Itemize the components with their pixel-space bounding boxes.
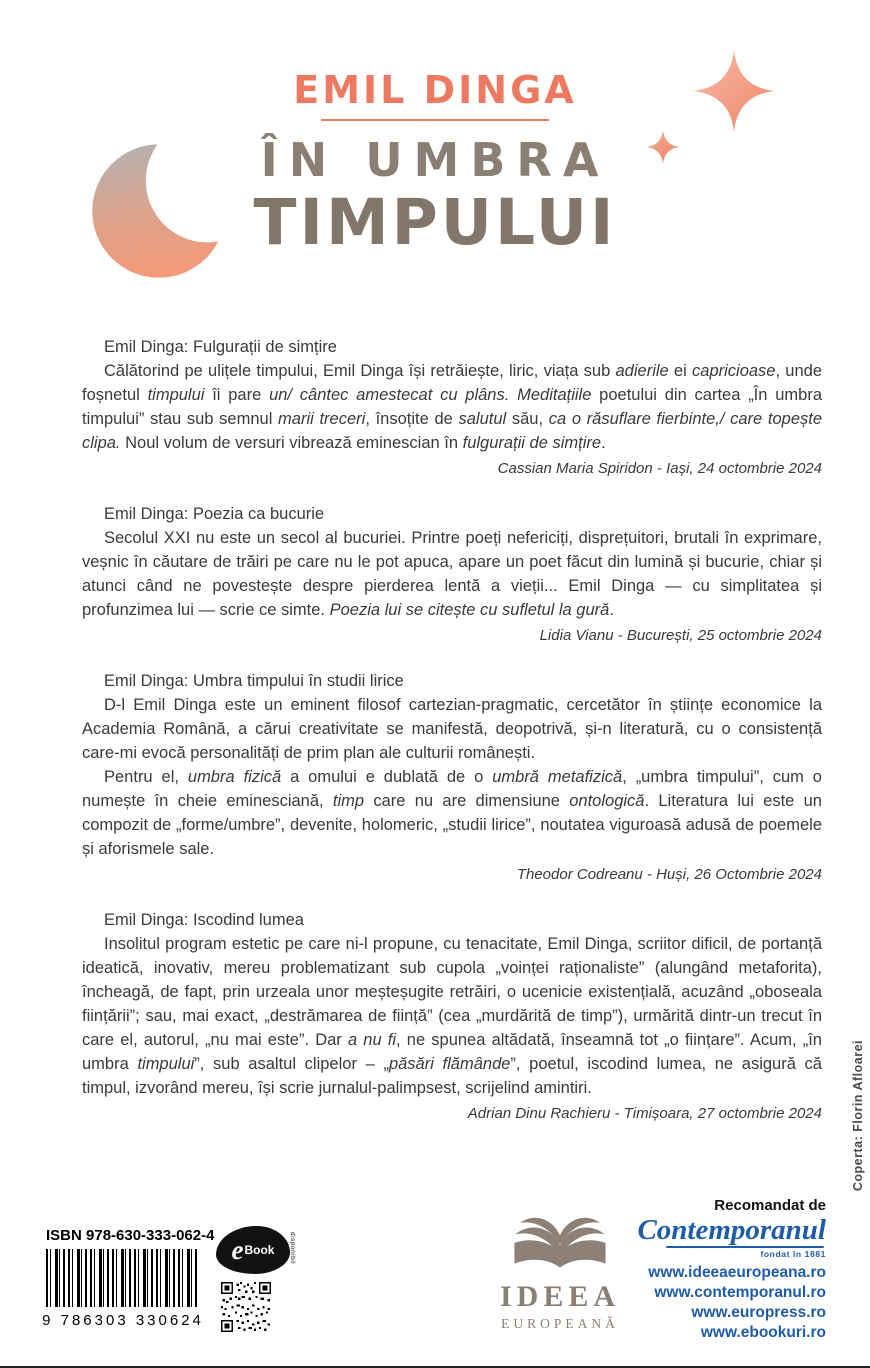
url-list — [576, 1263, 826, 1343]
review-paragraph: Pentru el, umbra fizică a omului e dublată de o umbră metafizică, „umbra timpului”, cum o numește în cheie eminesciană, timp care nu are dimensiune ontologică. Literatura lui este un compozit de „forme/umbre”, devenite, holomeric, „studii lirice”, noutatea viguroasă adusă de poemele și aforismele sale. — [82, 768, 822, 858]
contemporanul-founded-label: fondat în 1881 — [760, 1249, 826, 1260]
book-title-line2: TIMPULUI — [253, 186, 617, 259]
url-ebookuri[interactable]: www.ebookuri.ro — [700, 1324, 826, 1342]
recommended-block — [576, 1197, 826, 1343]
review-heading: Emil Dinga: Fulgurații de simțire — [104, 338, 337, 356]
recommended-label: Recomandat de — [714, 1197, 826, 1214]
review-heading: Emil Dinga: Poezia ca bucurie — [104, 505, 325, 523]
barcode-digits: 9 786303 330624 — [42, 1312, 204, 1329]
review-heading: Emil Dinga: Iscodind lumea — [104, 911, 304, 929]
cover-designer-credit: Coperta: Florin Afloarei — [851, 1040, 865, 1192]
review-paragraph: Călătorind pe ulițele timpului, Emil Dinga își retrăiește, liric, viața sub adierile ei capricioase, unde foșnetul timpului îi pare un/ cântec amestecat cu plâns. Meditațiile poetului din cartea „În umbra timpului” stau sub semnul marii treceri, însoțite de salutul său, ca o răsuflare fierbinte,/ care topește clipa. Noul volum de versuri vibrează eminescian în fulgurații de simțire. — [82, 362, 823, 452]
publisher-name-sub: EUROPEANĂ — [501, 1316, 619, 1331]
ebook-badge-book: Book — [244, 1243, 275, 1257]
ebook-badge-sub: disponibil — [289, 1232, 296, 1265]
author-underline — [321, 119, 549, 121]
qr-code — [221, 1282, 271, 1332]
review-attribution: Cassian Maria Spiridon - Iași, 24 octombrie 2024 — [497, 460, 822, 477]
url-europress[interactable]: www.europress.ro — [691, 1304, 826, 1322]
contemporanul-underline — [666, 1246, 824, 1248]
review-section-poezia — [82, 502, 822, 648]
review-attribution: Lidia Vianu - București, 25 octombrie 2024 — [539, 627, 822, 644]
review-paragraph: Insolitul program estetic pe care ni-l propune, cu tenacitate, Emil Dinga, scriitor dificil, de portanță ideatică, inovativ, mereu problematizant sub cupola „voinței raționaliste” (alungând metaforita), încheagă, de fapt, prin urzeala unor meșteșugite retrăiri, o ucenicie existențială, acuzând „oboseala ființării”; sau, mai exact, „destrămarea de ființă” (cea „murdărită de timp”), urmărită dintr-un trecut în care el, autorul, „nu mai este”. Dar a nu fi, ne spunea altădată, înseamnă tot „o ființare”. Acum, „în umbra timpului”, sub asaltul clipelor – „păsări flămânde”, poetul, iscodind lumea, ne asigură că timpul, izvorând mereu, își scrie jurnalul-palimpsest, scrijelind amintiri. — [82, 935, 822, 1097]
review-section-iscodind — [82, 908, 822, 1126]
ebook-badge-e: e — [231, 1234, 244, 1265]
review-paragraph: D-l Emil Dinga este un eminent filosof cartezian-pragmatic, cercetător în științe economice la Academia Română, a cărui creativitate se manifestă, deopotrivă, și-n literatură, cu o consistență care-mi evocă personalități de prim plan ale culturii românești. — [82, 696, 822, 762]
reviews-block — [82, 335, 822, 1147]
contemporanul-logo: Contemporanul — [637, 1214, 826, 1246]
review-attribution: Theodor Codreanu - Huși, 26 Octombrie 2024 — [516, 866, 822, 883]
url-ideeaeuropeana[interactable]: www.ideeaeuropeana.ro — [648, 1264, 826, 1282]
ebook-available-badge — [216, 1226, 296, 1274]
publisher-name: IDEEA — [499, 1280, 621, 1313]
review-paragraph: Secolul XXI nu este un secol al bucuriei. Printre poeți nefericiți, disprețuitori, brutali în exprimare, veșnic în căutare de trăiri pe care nu le pot apuca, apare un poet făcut din lumină și bucurie, chiar și atunci când ne povestește despre pierderea lentă a vieții... Emil Dinga — cu simplitatea și profunzimea lui — scrie ce simte. Poezia lui se citește cu sufletul la gură. — [82, 529, 822, 619]
author-name: EMIL DINGA — [293, 68, 577, 112]
review-attribution: Adrian Dinu Rachieru - Timișoara, 27 octombrie 2024 — [467, 1105, 822, 1122]
url-contemporanul[interactable]: www.contemporanul.ro — [654, 1284, 826, 1302]
review-section-fulguratii — [82, 335, 822, 481]
book-title-line1: ÎN UMBRA — [260, 133, 610, 187]
isbn-label: ISBN 978-630-333-062-4 — [46, 1227, 215, 1244]
review-heading: Emil Dinga: Umbra timpului în studii lirice — [104, 672, 404, 690]
review-section-umbra — [82, 669, 822, 887]
barcode — [46, 1249, 200, 1307]
